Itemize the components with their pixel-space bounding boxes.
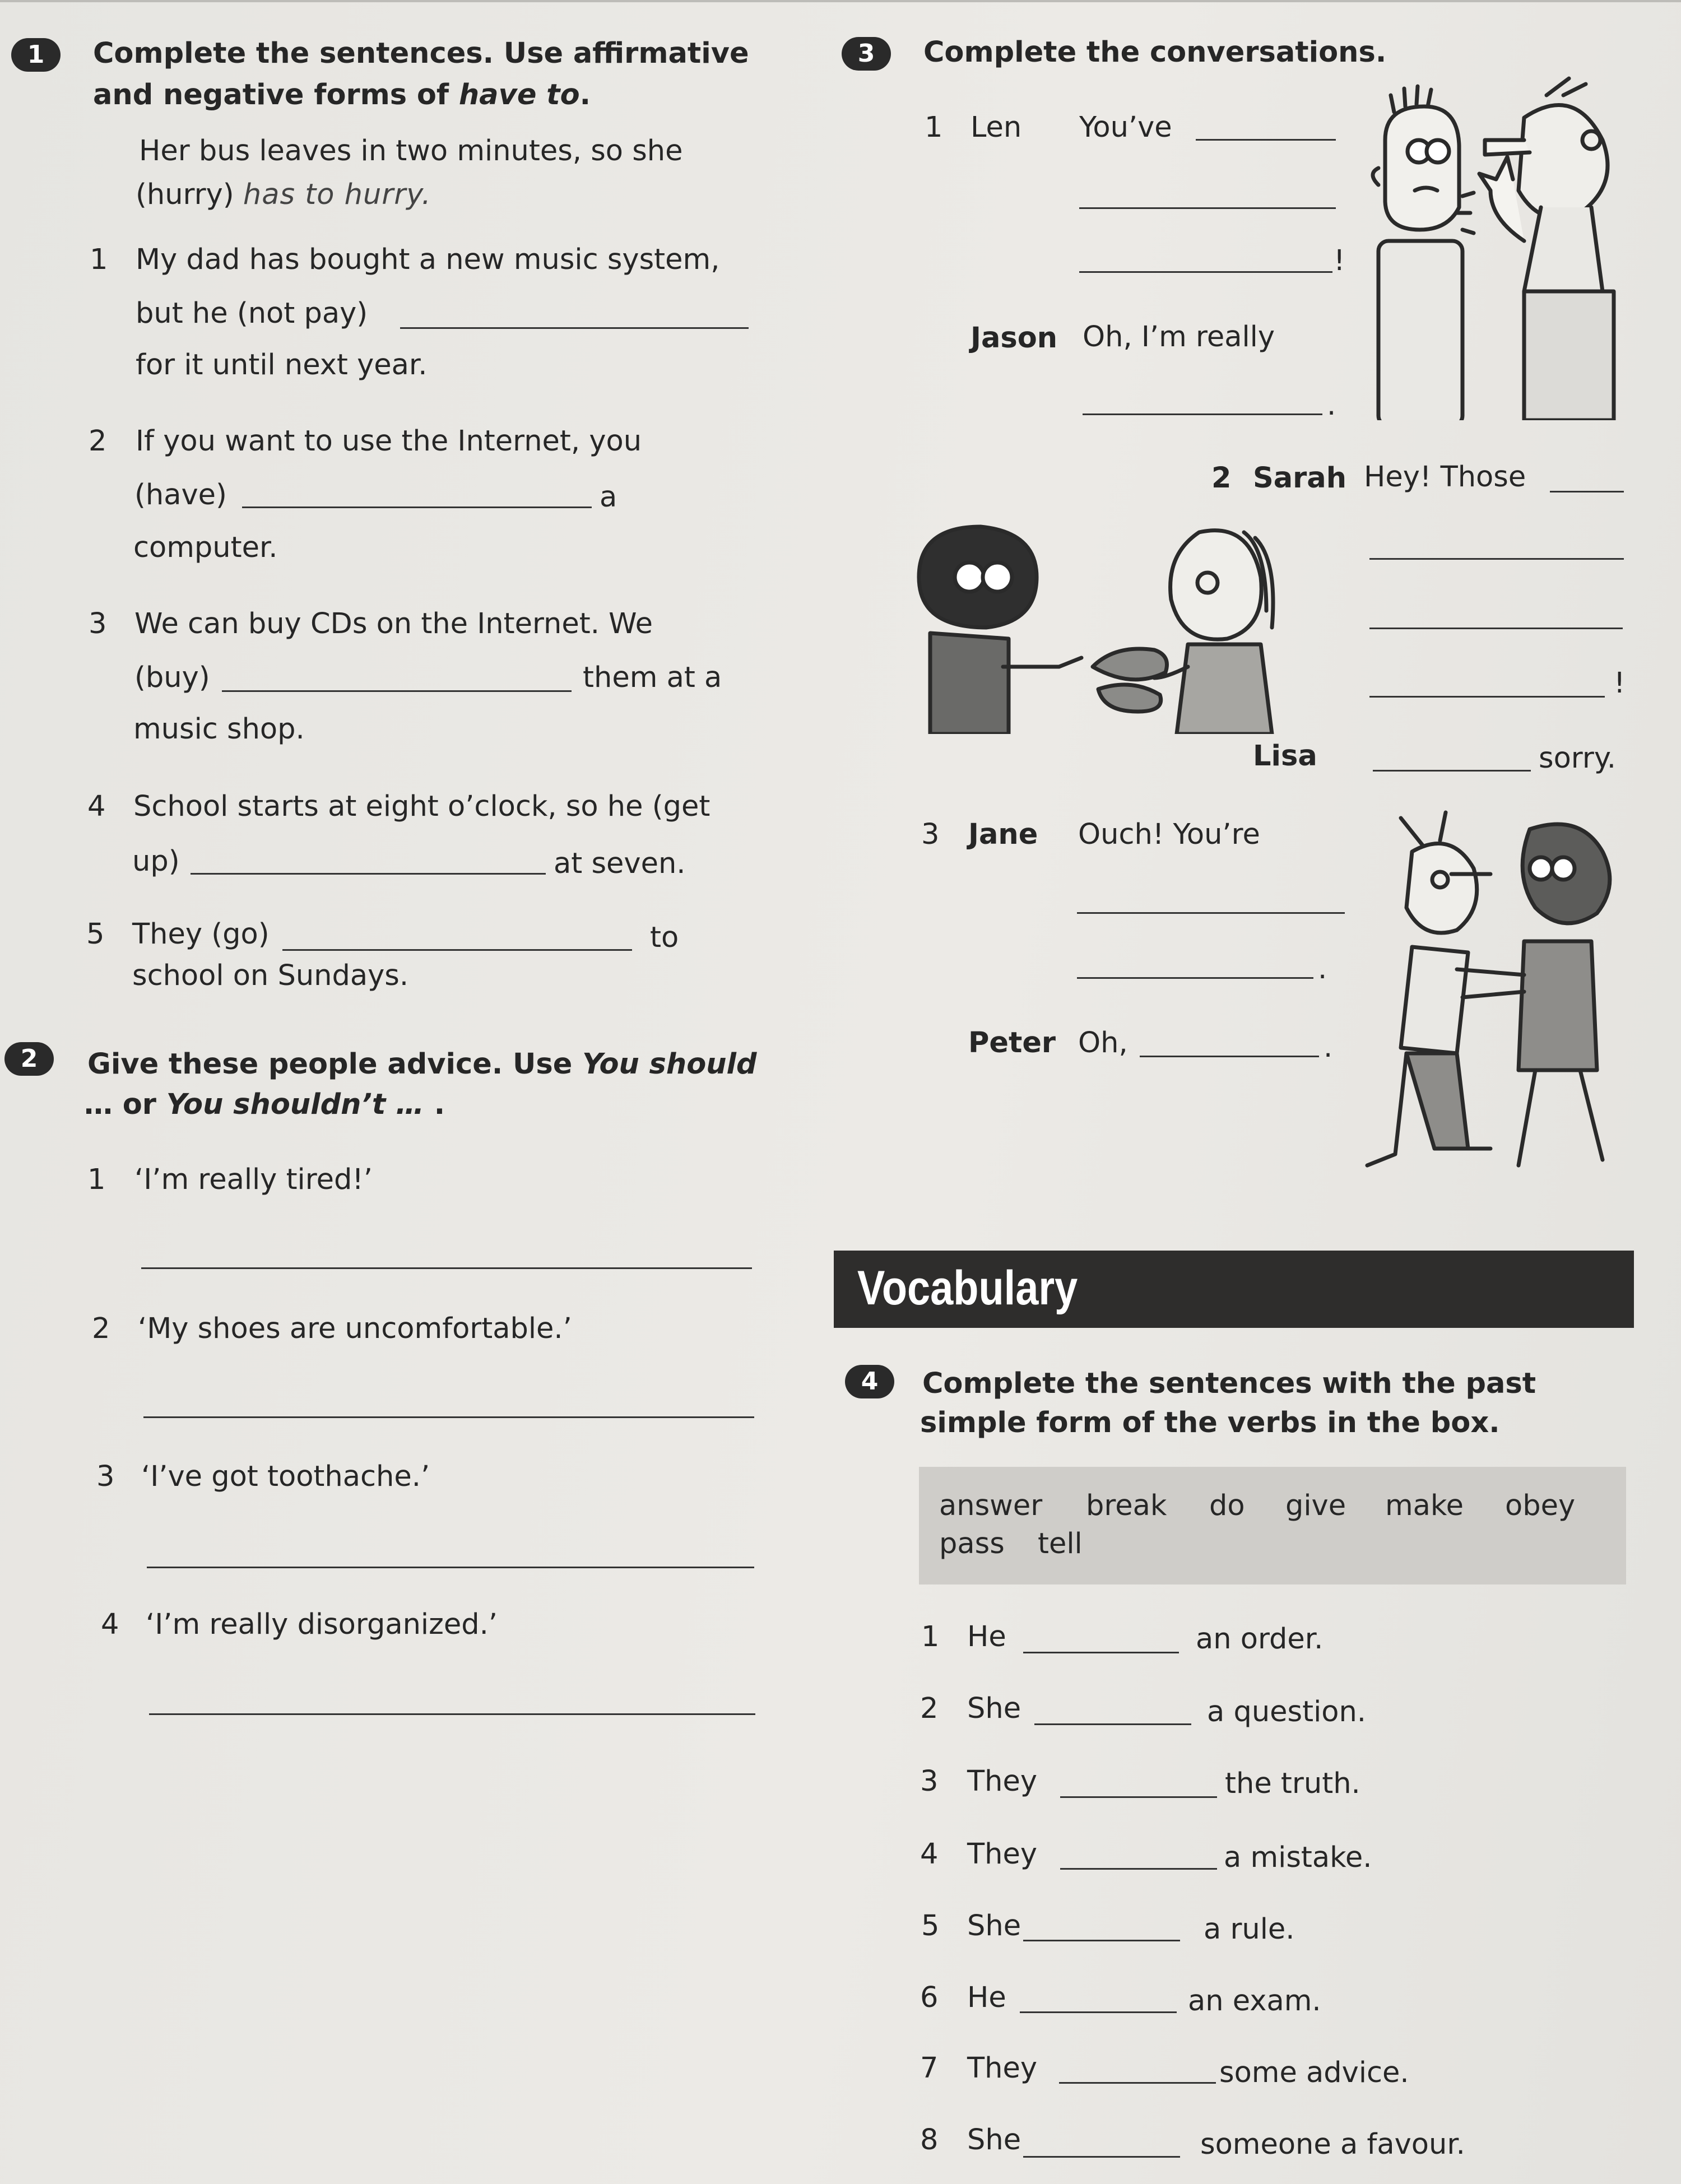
exercise-4-instruction: Complete the sentences with the past: [922, 1367, 1536, 1400]
conv-2-line-1: Hey! Those: [1364, 461, 1526, 494]
ex1-item-4-line-1: School starts at eight o’clock, so he (get: [133, 790, 711, 823]
ex2-item-2-answer-line[interactable]: [143, 1416, 754, 1418]
ex1-item-1-line-2: but he (not pay): [136, 297, 368, 330]
word-do: do: [1209, 1489, 1245, 1522]
conv-1-speaker-len: Len: [970, 111, 1022, 144]
ex1-item-2-blank[interactable]: [242, 506, 592, 508]
word-obey: obey: [1505, 1489, 1576, 1522]
conv-2-speaker-lisa: Lisa: [1253, 740, 1317, 773]
ex1-item-1-blank[interactable]: [400, 327, 749, 329]
conv-3-number: 3: [921, 818, 940, 851]
conv-3-speaker-jane: Jane: [968, 818, 1038, 851]
ex4-item-2-subject: She: [967, 1692, 1021, 1725]
ex1-item-3-line-2-end: them at a: [583, 661, 722, 694]
vocabulary-title: Vocabulary: [857, 1261, 1078, 1315]
illustration-sarah-lisa: [908, 521, 1300, 734]
conv-2-number: 2: [1211, 462, 1232, 495]
exercise-2-instruction-2: … or You shouldn’t … .: [84, 1088, 445, 1121]
conv-1-speaker-jason: Jason: [970, 322, 1058, 355]
ex4-item-1-number: 1: [921, 1620, 940, 1653]
ex2-item-1-number: 1: [87, 1163, 106, 1196]
ex1-item-1-number: 1: [90, 243, 108, 276]
ex4-item-5-blank[interactable]: [1023, 1940, 1180, 1941]
conv-1-blank-4[interactable]: [1083, 413, 1322, 415]
ex2-item-4-number: 4: [101, 1608, 119, 1641]
ex2-item-4-quote: ‘I’m really disorganized.’: [146, 1608, 498, 1641]
exercise-3-instruction: Complete the conversations.: [923, 36, 1387, 69]
ex4-item-6-number: 6: [920, 1981, 939, 2014]
ex4-item-4-number: 4: [920, 1838, 939, 1871]
ex1-item-3-line-2: (buy): [134, 661, 210, 694]
ex4-item-5-subject: She: [967, 1909, 1021, 1943]
conv-2-blank-4[interactable]: [1369, 696, 1605, 698]
exercise-4-badge: 4: [845, 1365, 894, 1398]
ex1-item-5-line-1-end: to: [650, 921, 679, 954]
conv-1-line-2: Oh, I’m really: [1083, 320, 1275, 354]
ex1-item-5-line-1: They (go): [132, 918, 270, 951]
ex4-item-8-subject: She: [967, 2123, 1021, 2157]
ex4-item-7-ending: some advice.: [1219, 2056, 1409, 2089]
conv-3-period: .: [1318, 952, 1327, 986]
ex4-item-5-ending: a rule.: [1204, 1913, 1295, 1946]
ex4-item-4-blank[interactable]: [1060, 1868, 1217, 1870]
conv-2-exclamation: !: [1614, 667, 1626, 700]
ex4-item-4-ending: a mistake.: [1224, 1841, 1372, 1874]
ex1-item-4-number: 4: [87, 790, 106, 823]
ex1-item-2-line-2-end: a: [600, 481, 617, 514]
conv-2-speaker-sarah: Sarah: [1253, 462, 1347, 495]
ex4-item-2-ending: a question.: [1207, 1695, 1367, 1728]
ex1-item-1-line-1: My dad has bought a new music system,: [136, 243, 720, 276]
conv-2-line-2: sorry.: [1539, 742, 1616, 775]
word-answer: answer: [939, 1489, 1043, 1522]
ex2-item-3-quote: ‘I’ve got toothache.’: [141, 1460, 430, 1493]
ex4-item-1-subject: He: [967, 1620, 1006, 1653]
ex1-item-2-line-3: computer.: [133, 531, 278, 564]
ex2-item-2-number: 2: [92, 1312, 110, 1345]
ex4-item-2-blank[interactable]: [1034, 1723, 1191, 1725]
exercise-1-badge: 1: [11, 38, 61, 72]
word-box: [919, 1467, 1626, 1584]
conv-1-line-1: You’ve: [1079, 111, 1172, 144]
exercise-4-instruction-2: simple form of the verbs in the box.: [920, 1406, 1500, 1439]
exercise-1-instruction-2: and negative forms of have to.: [93, 78, 591, 111]
conv-2-blank-2[interactable]: [1369, 558, 1624, 560]
ex4-item-3-number: 3: [920, 1765, 939, 1798]
ex2-item-1-answer-line[interactable]: [141, 1267, 752, 1269]
illustration-jane-peter: [1356, 807, 1625, 1199]
conv-3-blank-1[interactable]: [1077, 912, 1345, 914]
ex1-item-3-line-3: music shop.: [133, 713, 305, 746]
conv-1-blank-3[interactable]: [1079, 271, 1332, 273]
top-rule: [0, 0, 1681, 2]
ex1-item-5-line-2: school on Sundays.: [132, 959, 409, 992]
ex4-item-6-blank[interactable]: [1020, 2011, 1177, 2013]
ex1-item-1-line-3: for it until next year.: [136, 348, 428, 382]
ex1-item-2-line-2: (have): [134, 478, 227, 512]
illustration-len-jason: [1356, 73, 1625, 420]
conv-1-period: .: [1327, 389, 1336, 422]
word-give: give: [1285, 1489, 1346, 1522]
ex4-item-6-subject: He: [967, 1981, 1006, 2014]
conv-2-blank-1[interactable]: [1550, 491, 1624, 492]
conv-3-period-2: .: [1324, 1031, 1333, 1064]
ex4-item-7-subject: They: [967, 2052, 1038, 2085]
ex4-item-8-ending: someone a favour.: [1200, 2128, 1465, 2161]
conv-2-blank-5[interactable]: [1373, 770, 1531, 772]
conv-1-blank-2[interactable]: [1079, 207, 1336, 209]
ex4-item-8-number: 8: [920, 2123, 939, 2157]
ex1-item-2-line-1: If you want to use the Internet, you: [136, 425, 642, 458]
ex4-item-2-number: 2: [920, 1692, 939, 1725]
ex4-item-7-number: 7: [920, 2052, 939, 2085]
conv-3-blank-2[interactable]: [1077, 977, 1313, 979]
word-make: make: [1385, 1489, 1464, 1522]
conv-3-line-2: Oh,: [1078, 1026, 1128, 1060]
ex2-item-3-number: 3: [96, 1460, 115, 1493]
word-tell: tell: [1038, 1527, 1083, 1560]
word-pass: pass: [939, 1527, 1005, 1560]
ex1-item-4-line-2: up): [132, 845, 180, 878]
ex4-item-8-blank[interactable]: [1023, 2156, 1180, 2158]
exercise-3-badge: 3: [842, 37, 891, 71]
ex1-item-5-number: 5: [86, 918, 105, 951]
ex1-item-2-number: 2: [89, 425, 107, 458]
ex1-item-5-blank[interactable]: [282, 949, 632, 951]
word-break: break: [1086, 1489, 1167, 1522]
conv-2-blank-3[interactable]: [1369, 628, 1623, 629]
example-line-1: Her bus leaves in two minutes, so she: [139, 134, 683, 168]
ex1-item-3-number: 3: [89, 607, 107, 640]
ex1-item-3-line-1: We can buy CDs on the Internet. We: [134, 607, 653, 640]
ex1-item-4-line-2-end: at seven.: [554, 847, 686, 880]
ex4-item-7-blank[interactable]: [1059, 2082, 1216, 2084]
ex1-item-3-blank[interactable]: [222, 690, 572, 692]
ex4-item-5-number: 5: [921, 1909, 940, 1943]
conv-1-number: 1: [925, 111, 943, 144]
ex4-item-3-ending: the truth.: [1225, 1767, 1360, 1800]
ex2-item-1-quote: ‘I’m really tired!’: [134, 1163, 373, 1196]
conv-3-blank-3[interactable]: [1140, 1056, 1319, 1057]
conv-3-speaker-peter: Peter: [968, 1026, 1056, 1060]
ex4-item-4-subject: They: [967, 1838, 1038, 1871]
ex2-item-2-quote: ‘My shoes are uncomfortable.’: [138, 1312, 572, 1345]
conv-1-exclamation: !: [1334, 244, 1345, 277]
conv-3-line-1: Ouch! You’re: [1078, 818, 1260, 851]
exercise-2-badge: 2: [4, 1042, 54, 1076]
ex4-item-6-ending: an exam.: [1188, 1985, 1321, 2018]
example-line-2: (hurry) has to hurry.: [136, 178, 431, 211]
ex4-item-3-subject: They: [967, 1765, 1038, 1798]
conv-1-blank-1[interactable]: [1196, 139, 1336, 141]
ex2-item-4-answer-line[interactable]: [149, 1713, 755, 1715]
exercise-1-instruction: Complete the sentences. Use affirmative: [93, 37, 749, 70]
ex4-item-1-ending: an order.: [1196, 1623, 1324, 1656]
ex4-item-1-blank[interactable]: [1023, 1652, 1179, 1653]
exercise-2-instruction: Give these people advice. Use You should: [87, 1048, 757, 1081]
ex4-item-3-blank[interactable]: [1060, 1796, 1217, 1798]
ex2-item-3-answer-line[interactable]: [147, 1567, 754, 1568]
ex1-item-4-blank[interactable]: [191, 873, 546, 875]
